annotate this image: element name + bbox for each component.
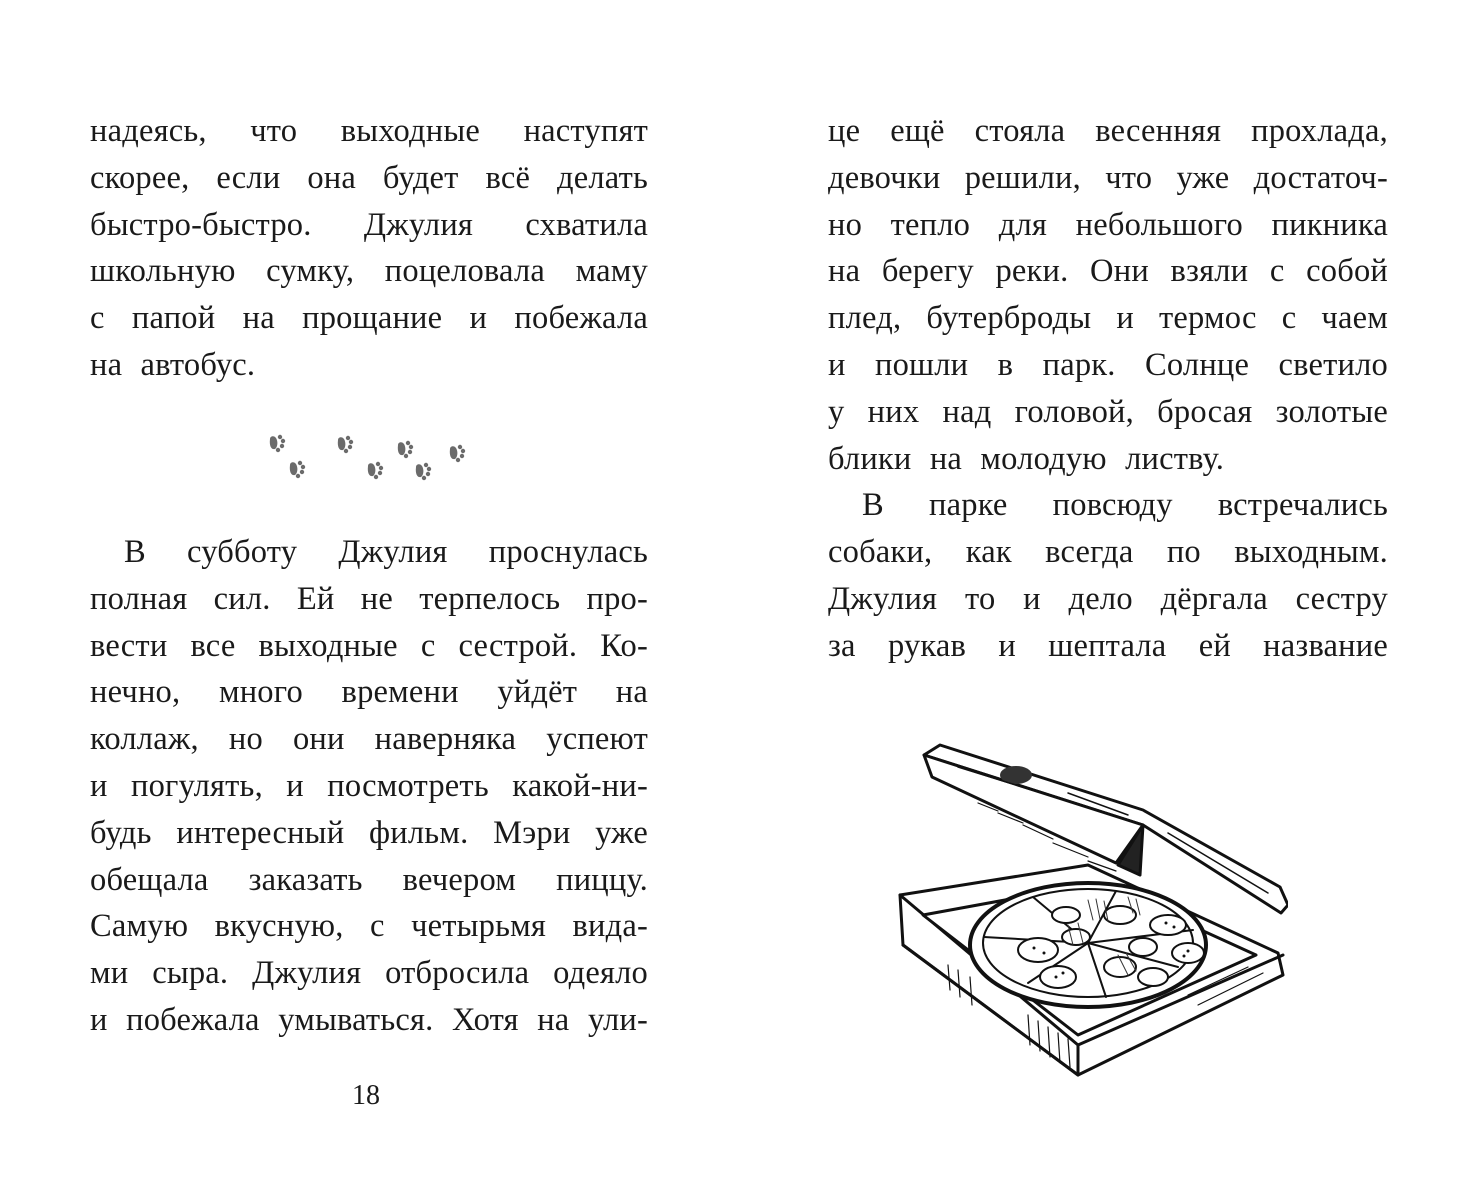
text-line: будь интересный фильм. Мэри уже xyxy=(90,814,648,851)
pizza-box-icon xyxy=(888,715,1288,1095)
text-line: коллаж, но они наверняка успеют xyxy=(90,721,648,758)
paragraph xyxy=(90,529,648,1044)
pizza-box-illustration xyxy=(888,715,1288,1095)
paragraph-continued xyxy=(90,108,648,389)
paragraph-continued xyxy=(828,108,1388,670)
text-line: за рукав и шептала ей название xyxy=(828,627,1388,664)
text-line: ми сыра. Джулия отбросила одеяло xyxy=(90,955,648,992)
text-line: быстро-быстро. Джулия схватила xyxy=(90,206,648,243)
page-number: 18 xyxy=(352,1080,380,1111)
left-page xyxy=(0,0,738,1182)
text-line: це ещё стояла весенняя прохлада, xyxy=(828,113,1388,149)
text-line: и пошли в парк. Солнце светило xyxy=(828,346,1388,383)
text-line: на берегу реки. Они взяли с собой xyxy=(828,253,1388,290)
text-line: Самую вкусную, с четырьмя вида- xyxy=(90,908,648,945)
text-line: плед, бутерброды и термос с чаем xyxy=(828,300,1388,337)
text-line: у них над головой, бросая золотые xyxy=(828,393,1388,430)
text-line: девочки решили, что уже достаточ- xyxy=(828,159,1388,196)
text-line: с папой на прощание и побежала xyxy=(90,300,648,337)
text-line: скорее, если она будет всё делать xyxy=(90,159,648,196)
text-line: но тепло для небольшого пикника xyxy=(828,206,1388,243)
text-line: и погулять, и посмотреть какой-ни- xyxy=(90,767,648,804)
paw-prints-icon xyxy=(262,425,472,495)
text-line: вести все выходные с сестрой. Ко- xyxy=(90,627,648,664)
text-line: блики на молодую листву. xyxy=(828,440,1225,477)
text-line: Джулия то и дело дёргала сестру xyxy=(828,580,1388,617)
right-page xyxy=(738,0,1477,1182)
text-line: и побежала умываться. Хотя на ули- xyxy=(90,1001,648,1038)
text-line: нечно, много времени уйдёт на xyxy=(90,674,648,711)
text-line: собаки, как всегда по выходным. xyxy=(828,534,1388,571)
text-line: на автобус. xyxy=(90,346,256,383)
text-line: школьную сумку, поцеловала маму xyxy=(90,253,648,290)
text-line: обещала заказать вечером пиццу. xyxy=(90,861,648,898)
text-line: надеясь, что выходные наступят xyxy=(90,113,648,149)
text-line: В парке повсюду встречались xyxy=(862,487,1388,524)
paw-prints-separator xyxy=(262,425,472,495)
text-line: полная сил. Ей не терпелось про- xyxy=(90,580,648,617)
text-line: В субботу Джулия проснулась xyxy=(124,534,648,570)
